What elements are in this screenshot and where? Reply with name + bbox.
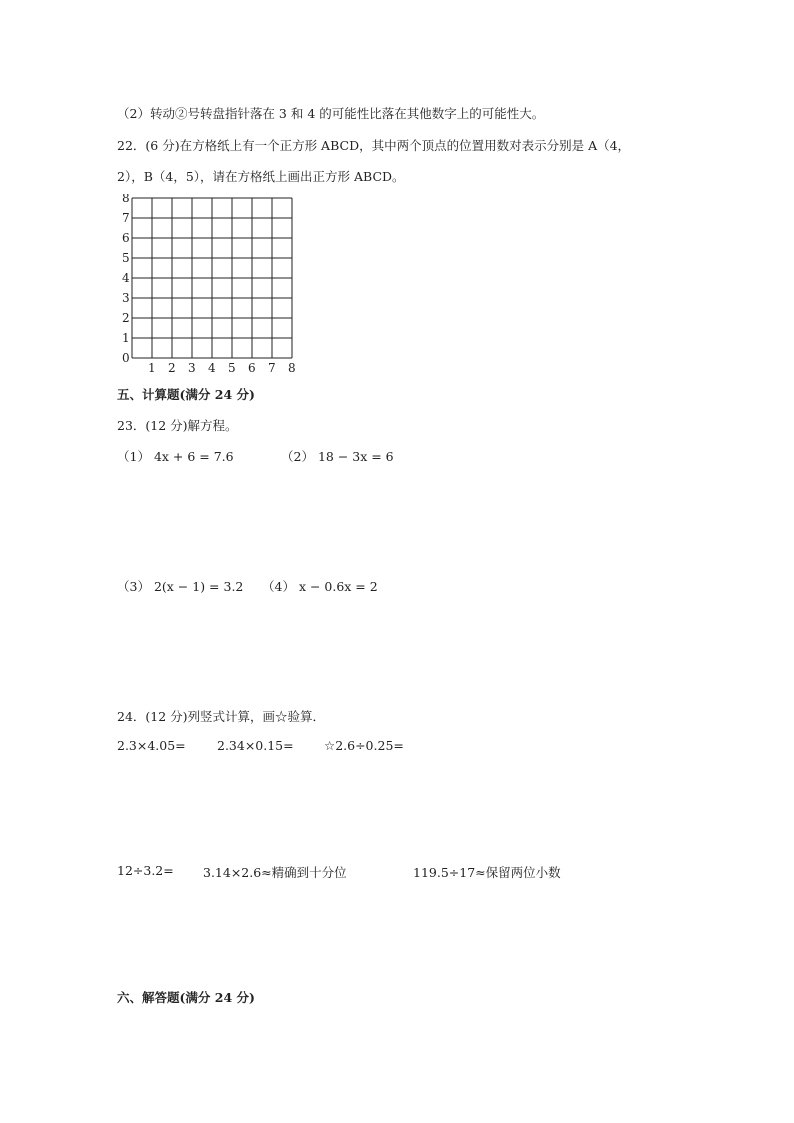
grid-y-tick-label: 8 [122, 194, 130, 205]
grid-y-tick-label: 0 [122, 351, 130, 365]
q23-part4-equation: x − 0.6x = 2 [298, 579, 378, 594]
grid-y-tick-label: 7 [122, 211, 130, 225]
grid-x-tick-label: 1 [148, 361, 156, 374]
q21-part2-text: （2）转动②号转盘指针落在 3 和 4 的可能性比落在其他数字上的可能性大。 [117, 106, 545, 121]
q24-row2-item3: 119.5÷17≈保留两位小数 [413, 865, 561, 880]
section-5-title: 五、计算题(满分 24 分) [117, 387, 255, 402]
q23-part3 [117, 577, 243, 595]
q22-line1: 22．(6 分)在方格纸上有一个正方形 ABCD，其中两个顶点的位置用数对表示分别是 A（4， [117, 138, 631, 153]
q23-part3-label: （3） [117, 579, 150, 594]
q23-part2-label: （2） [281, 449, 314, 464]
q23-part4-label: （4） [262, 579, 295, 594]
q23-title: 23．(12 分)解方程。 [117, 418, 238, 433]
grid-y-tick-label: 4 [122, 271, 130, 285]
grid-y-tick-label: 1 [122, 331, 130, 345]
grid-y-tick-label: 5 [122, 251, 130, 265]
grid-x-tick-label: 5 [228, 361, 236, 374]
q23-part1-label: （1） [117, 449, 150, 464]
grid-x-tick-label: 8 [288, 361, 296, 374]
grid-y-tick-label: 3 [122, 291, 130, 305]
grid-x-tick-label: 7 [268, 361, 276, 374]
q23-part2 [281, 447, 394, 465]
q24-row1-item3: ☆2.6÷0.25= [324, 738, 404, 753]
coordinate-grid [116, 194, 306, 374]
grid-x-tick-label: 2 [168, 361, 176, 374]
q23-part1 [117, 447, 234, 465]
grid-x-tick-label: 3 [188, 361, 196, 374]
q23-part4 [262, 577, 378, 595]
q22-line2: 2），B（4，5），请在方格纸上画出正方形 ABCD。 [117, 169, 405, 184]
q24-row1-item2: 2.34×0.15= [217, 738, 294, 753]
q23-part1-equation: 4x + 6 = 7.6 [153, 449, 234, 464]
q24-row2-item1: 12÷3.2= [117, 863, 174, 878]
grid-x-tick-label: 4 [208, 361, 216, 374]
q23-part2-equation: 18 − 3x = 6 [317, 449, 394, 464]
q24-title: 24．(12 分)列竖式计算，画☆验算． [117, 709, 326, 724]
grid-y-tick-label: 2 [122, 311, 130, 325]
q23-part3-equation: 2(x − 1) = 3.2 [153, 579, 244, 594]
section-6-title: 六、解答题(满分 24 分) [117, 990, 255, 1005]
grid-y-tick-label: 6 [122, 231, 130, 245]
q24-row2-item2: 3.14×2.6≈精确到十分位 [203, 865, 347, 880]
grid-x-tick-label: 6 [248, 361, 256, 374]
q24-row1-item1: 2.3×4.05= [117, 738, 186, 753]
grid-svg [116, 194, 306, 374]
